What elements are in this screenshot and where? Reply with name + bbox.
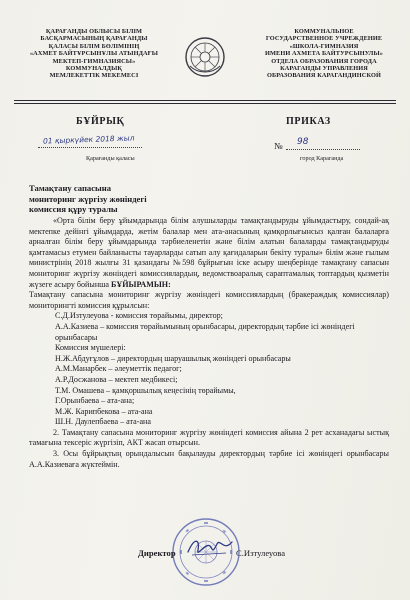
header-right-line: ИМЕНИ АХМЕТА БАЙТУРСЫНУЛЫ»	[265, 50, 383, 58]
header-left-line: МЕКТЕП-ГИМНАЗИЯСЫ»	[52, 57, 136, 65]
header-right-line: «ШКОЛА-ГИМНАЗИЯ	[289, 42, 359, 50]
intro-paragraph	[29, 216, 389, 290]
signature-label: Директор	[138, 548, 176, 558]
header-right-line: ГОСУДАРСТВЕННОЕ УЧРЕЖДЕНИЕ	[265, 35, 383, 43]
doc-type-russian: ПРИКАЗ	[286, 116, 331, 127]
header-divider-thin	[14, 103, 396, 104]
member-item: Т.М. Омашева – қамқоршылық кеңесінің төрайымы,	[55, 385, 236, 395]
date-dotted-line	[38, 147, 142, 148]
member-item: А.Р.Досжанова – мектеп медбикесі;	[55, 374, 178, 384]
number-dotted-line	[286, 149, 360, 150]
header-left-line: БАСҚАРМАСЫНЫҢ ҚАРАҒАНДЫ	[40, 35, 148, 43]
header-left-line: «АХМЕТ БАЙТҰРСЫНҰЛЫ АТЫНДАҒЫ	[29, 50, 159, 58]
header-left-line: МЕМЛЕКЕТТІК МЕКЕМЕСІ	[49, 72, 139, 80]
document-body	[29, 216, 389, 470]
state-emblem-icon	[184, 36, 226, 78]
header-right-line: КАРАГАНДЫ УПРАВЛЕНИЯ	[280, 65, 368, 73]
signatory-name: С.Изтулеуова	[236, 548, 286, 558]
header-left-line: КОММУНАЛДЫҚ	[65, 65, 123, 73]
handwritten-number: 98	[297, 137, 309, 147]
commission-deputy: А.А.Казиева – комиссия төрайымының орынбасары, директордың тәрбие ісі жөніндегі орынбасары	[55, 321, 355, 342]
member-item: А.М.Манарбек – әлеуметтік педагог;	[55, 364, 182, 374]
document-title	[29, 183, 229, 215]
member-item: Н.Ж.Абдуғұлов – директордың шаруашылық жөніндегі орынбасары	[55, 353, 291, 363]
header-right-line: ОБРАЗОВАНИЯ КАРАГАНДИНСКОЙ	[267, 72, 381, 80]
item-3: 3. Осы бұйрықтың орындалысын бақылауды директордың тәрбие ісі жөніндегі орынбасары А.А.Казиеваға жүктеймін.	[29, 449, 389, 469]
city-kazakh: Қарағанды қаласы	[86, 155, 135, 162]
commission-chair: С.Д.Изтулеуова - комиссия төрайымы, директор;	[55, 311, 223, 321]
members-label: Комиссия мүшелері:	[55, 343, 126, 353]
header-right-line: ОТДЕЛА ОБРАЗОВАНИЯ ГОРОДА	[271, 57, 377, 65]
doc-type-kazakh: БҰЙРЫҚ	[76, 116, 125, 127]
title-line: Тамақтану сапасына	[29, 183, 112, 193]
member-item: Г.Орынбаева – ата-ана;	[55, 396, 135, 406]
title-line: комиссия құру туралы	[29, 204, 118, 215]
header-divider	[14, 100, 396, 101]
item-1: Тамақтану сапасына мониторинг жүргізу жөніндегі комиссиялардың (бракераждық комиссиялар) мониторингті комиссия құрылсын:	[29, 290, 389, 310]
member-item: Ш.Н. Даулепбаева – ата-ана	[55, 417, 151, 427]
header-left-line: ҚАЛАСЫ БІЛІМ БӨЛІМІНІҢ	[48, 42, 140, 50]
signature-scribble-icon	[186, 534, 234, 560]
handwritten-date: 01 қыркүйек 2018 жыл	[42, 133, 135, 146]
header-right	[248, 28, 400, 80]
title-line: мониторинг жүргізу жөніндегі	[29, 193, 147, 204]
header-right-line: КОММУНАЛЬНОЕ	[294, 28, 354, 35]
city-russian: город Караганда	[300, 155, 344, 162]
intro-text: «Орта білім беру ұйымдарында білім алушыларды тамақтандыруды ұйымдастыру, сондай-ақ мектепке дейінгі ұйымдарда, жетім балалар мен ата-анасының қамқорлығынсыз қалған балаларға арналған білім беру ұйымдарында тәрбиеленетін және білім алатын балаларды тамақтандыруды қамтамасыз етумен байланысты тауарларды сатып алу қағидаларын бекіту туралы» білім және ғылым министрінің 2018 жылғы 31 қазандағы №598 бұйрығын іске асыру шеңберінде тамақтану сапасын мониторинг жүргізу жөніндегі комиссиялардың, ведомствоаралық сараптамалық топтардың қызметін жүзеге асыру бойынша	[29, 216, 389, 289]
item-2: 2. Тамақтану сапасына мониторинг жүргізу жөніндегі комиссия айына 2 рет асханадағы ыстық тамағына тексеріс жүргізіп, АКТ жасап отырсын.	[29, 427, 389, 448]
order-word: БҰЙЫРАМЫН:	[111, 279, 171, 289]
member-item: М.Ж. Карипбекова – ата-ана	[55, 406, 153, 416]
number-label: №	[274, 141, 283, 151]
header-left-line: ҚАРАҒАНДЫ ОБЛЫСЫ БІЛІМ	[45, 28, 143, 35]
header-left	[18, 28, 170, 80]
